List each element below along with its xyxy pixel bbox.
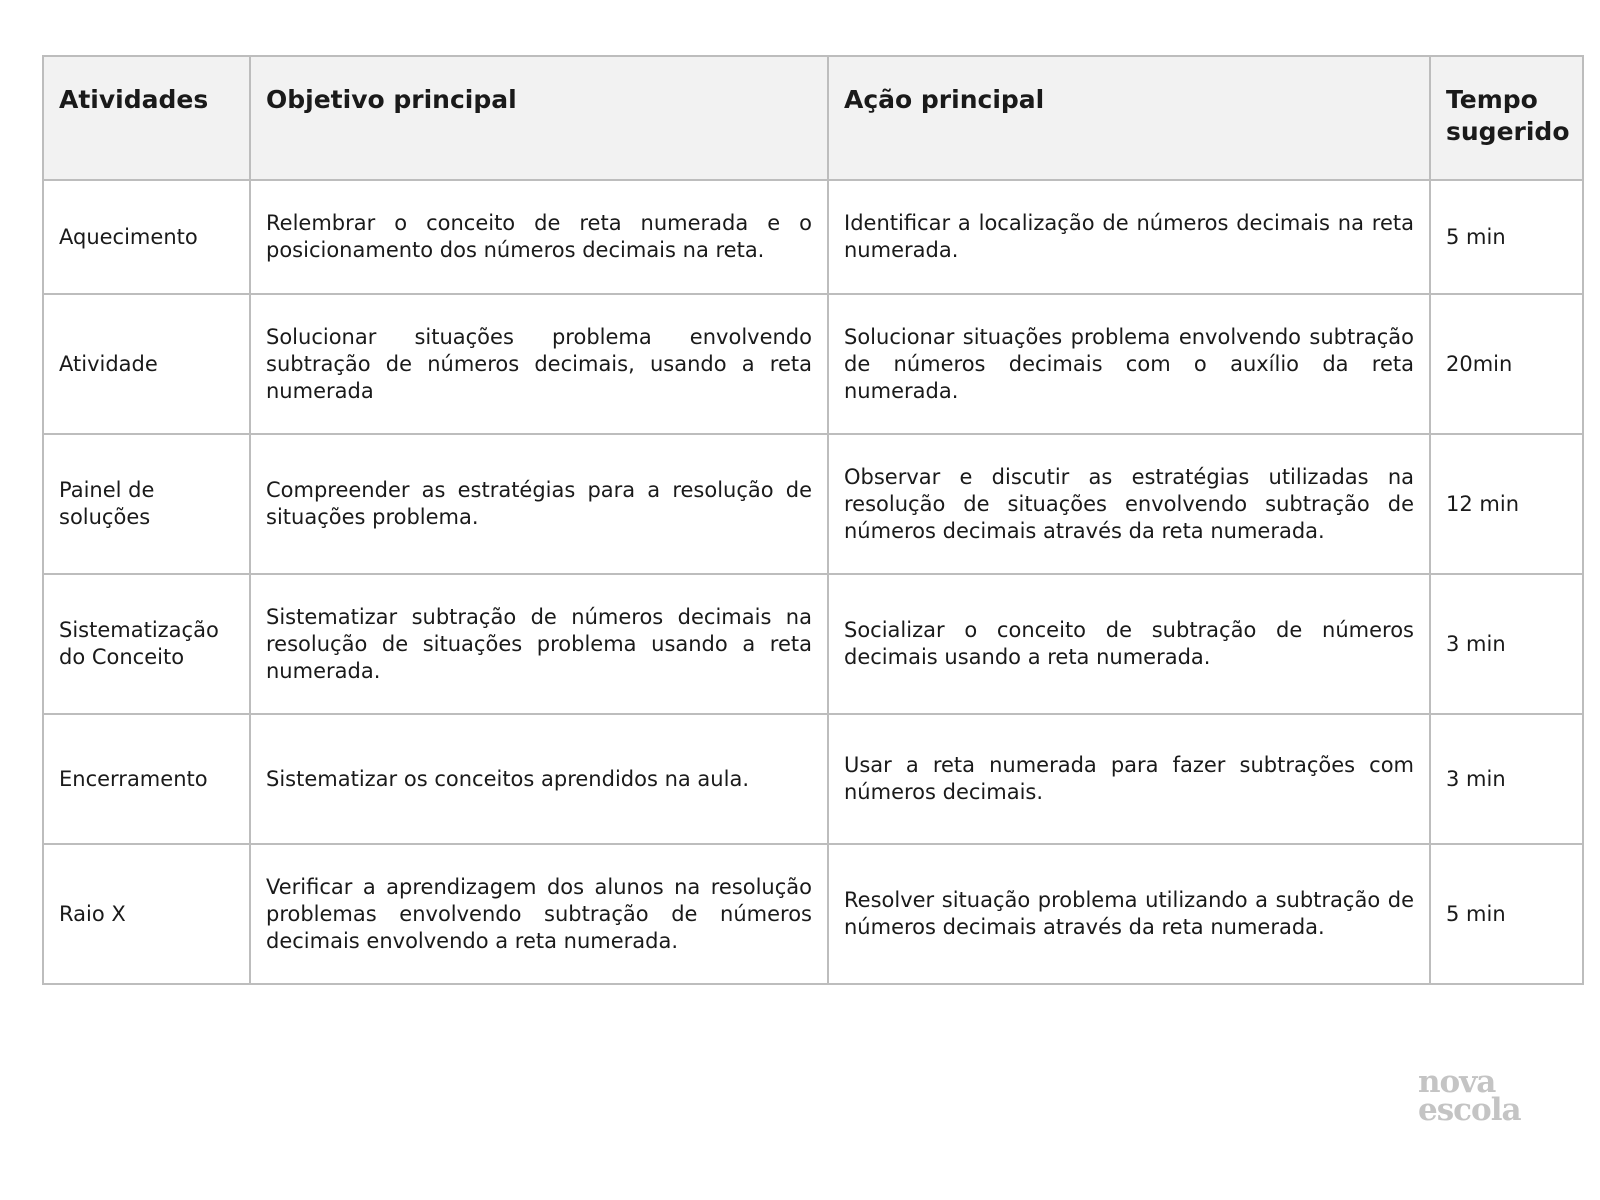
nova-escola-logo bbox=[1418, 1064, 1521, 1128]
table-row bbox=[43, 294, 1583, 434]
cell-objetivo: Compreender as estratégias para a resolução de situações problema. bbox=[250, 434, 828, 574]
table-row bbox=[43, 574, 1583, 714]
header-objetivo: Objetivo principal bbox=[250, 56, 828, 180]
cell-tempo: 3 min bbox=[1430, 714, 1583, 844]
table-row bbox=[43, 434, 1583, 574]
cell-objetivo: Sistematizar subtração de números decimais na resolução de situações problema usando a reta numerada. bbox=[250, 574, 828, 714]
table-row bbox=[43, 844, 1583, 984]
cell-atividade: Aquecimento bbox=[43, 180, 250, 294]
cell-atividade: Painel de soluções bbox=[43, 434, 250, 574]
header-row bbox=[43, 56, 1583, 180]
cell-objetivo: Relembrar o conceito de reta numerada e o posicionamento dos números decimais na reta. bbox=[250, 180, 828, 294]
cell-atividade: Raio X bbox=[43, 844, 250, 984]
cell-objetivo: Solucionar situações problema envolvendo subtração de números decimais, usando a reta numerada bbox=[250, 294, 828, 434]
cell-acao: Usar a reta numerada para fazer subtrações com números decimais. bbox=[828, 714, 1430, 844]
cell-tempo: 12 min bbox=[1430, 434, 1583, 574]
cell-atividade: Sistematização do Conceito bbox=[43, 574, 250, 714]
cell-tempo: 3 min bbox=[1430, 574, 1583, 714]
header-atividades: Atividades bbox=[43, 56, 250, 180]
cell-tempo: 20min bbox=[1430, 294, 1583, 434]
cell-acao: Socializar o conceito de subtração de números decimais usando a reta numerada. bbox=[828, 574, 1430, 714]
table-header bbox=[43, 56, 1583, 180]
table-row bbox=[43, 180, 1583, 294]
cell-objetivo: Verificar a aprendizagem dos alunos na resolução problemas envolvendo subtração de números decimais envolvendo a reta numerada. bbox=[250, 844, 828, 984]
cell-tempo: 5 min bbox=[1430, 844, 1583, 984]
cell-atividade: Encerramento bbox=[43, 714, 250, 844]
cell-objetivo: Sistematizar os conceitos aprendidos na aula. bbox=[250, 714, 828, 844]
cell-acao: Solucionar situações problema envolvendo subtração de números decimais com o auxílio da reta numerada. bbox=[828, 294, 1430, 434]
cell-acao: Observar e discutir as estratégias utilizadas na resolução de situações envolvendo subtração de números decimais através da reta numerada. bbox=[828, 434, 1430, 574]
lesson-plan-table bbox=[42, 55, 1584, 985]
header-tempo: Tempo sugerido bbox=[1430, 56, 1583, 180]
cell-tempo: 5 min bbox=[1430, 180, 1583, 294]
logo-line-nova: nova bbox=[1418, 1064, 1496, 1100]
cell-acao: Resolver situação problema utilizando a subtração de números decimais através da reta numerada. bbox=[828, 844, 1430, 984]
cell-atividade: Atividade bbox=[43, 294, 250, 434]
table-row bbox=[43, 714, 1583, 844]
header-acao: Ação principal bbox=[828, 56, 1430, 180]
table-body bbox=[43, 180, 1583, 984]
cell-acao: Identificar a localização de números decimais na reta numerada. bbox=[828, 180, 1430, 294]
logo-line-escola: escola bbox=[1418, 1092, 1521, 1128]
